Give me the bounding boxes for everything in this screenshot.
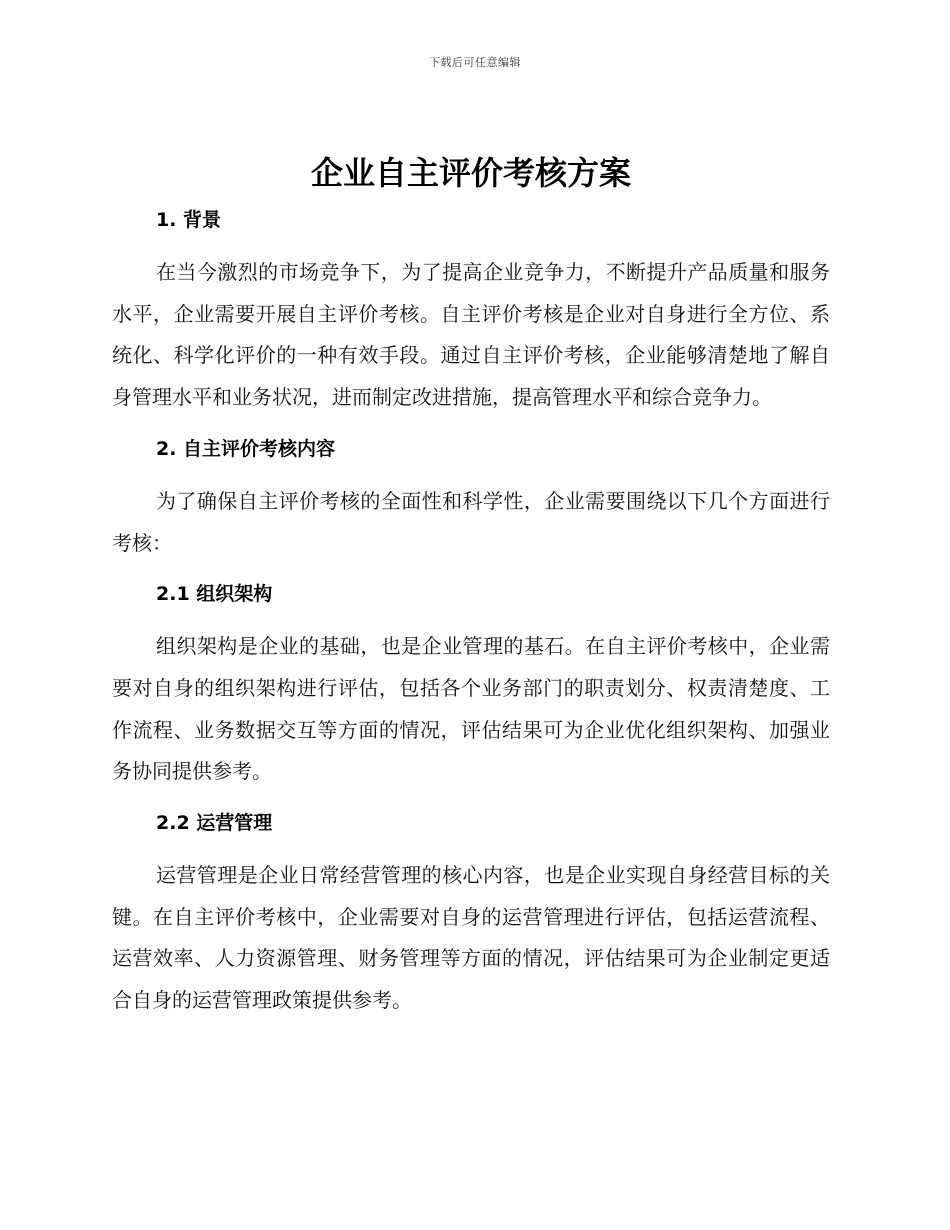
section-operations-management <box>112 803 830 1022</box>
document-body <box>112 200 830 1022</box>
section-heading: 1. 背景 <box>156 209 222 231</box>
section-organization-structure <box>112 574 830 803</box>
section-heading: 2. 自主评价考核内容 <box>156 437 336 460</box>
section-paragraph: 为了确保自主评价考核的全面性和科学性，企业需要围绕以下几个方面进行考核： <box>112 488 830 555</box>
section-paragraph: 运营管理是企业日常经营管理的核心内容，也是企业实现自身经营目标的关键。在自主评价考核中，企业需要对自身的运营管理进行评估，包括运营流程、运营效率、人力资源管理、财务管理等方面的情况，评估结果可为企业制定更适合自身的运营管理政策提供参考。 <box>112 863 830 1013</box>
section-background <box>112 200 830 429</box>
section-heading: 2.1 组织架构 <box>156 583 273 606</box>
section-paragraph: 在当今激烈的市场竞争下，为了提高企业竞争力，不断提升产品质量和服务水平，企业需要开展自主评价考核。自主评价考核是企业对自身进行全方位、系统化、科学化评价的一种有效手段。通过自主评价考核，企业能够清楚地了解自身管理水平和业务状况，进而制定改进措施，提高管理水平和综合竞争力。 <box>112 260 830 410</box>
page-header-note: 下载后可任意编辑 <box>429 56 521 69</box>
section-heading: 2.2 运营管理 <box>156 812 273 835</box>
section-evaluation-content <box>112 429 830 574</box>
section-paragraph: 组织架构是企业的基础，也是企业管理的基石。在自主评价考核中，企业需要对自身的组织架构进行评估，包括各个业务部门的职责划分、权责清楚度、工作流程、业务数据交互等方面的情况，评估结果可为企业优化组织架构、加强业务协同提供参考。 <box>112 634 830 784</box>
document-title: 企业自主评价考核方案 <box>310 154 631 192</box>
